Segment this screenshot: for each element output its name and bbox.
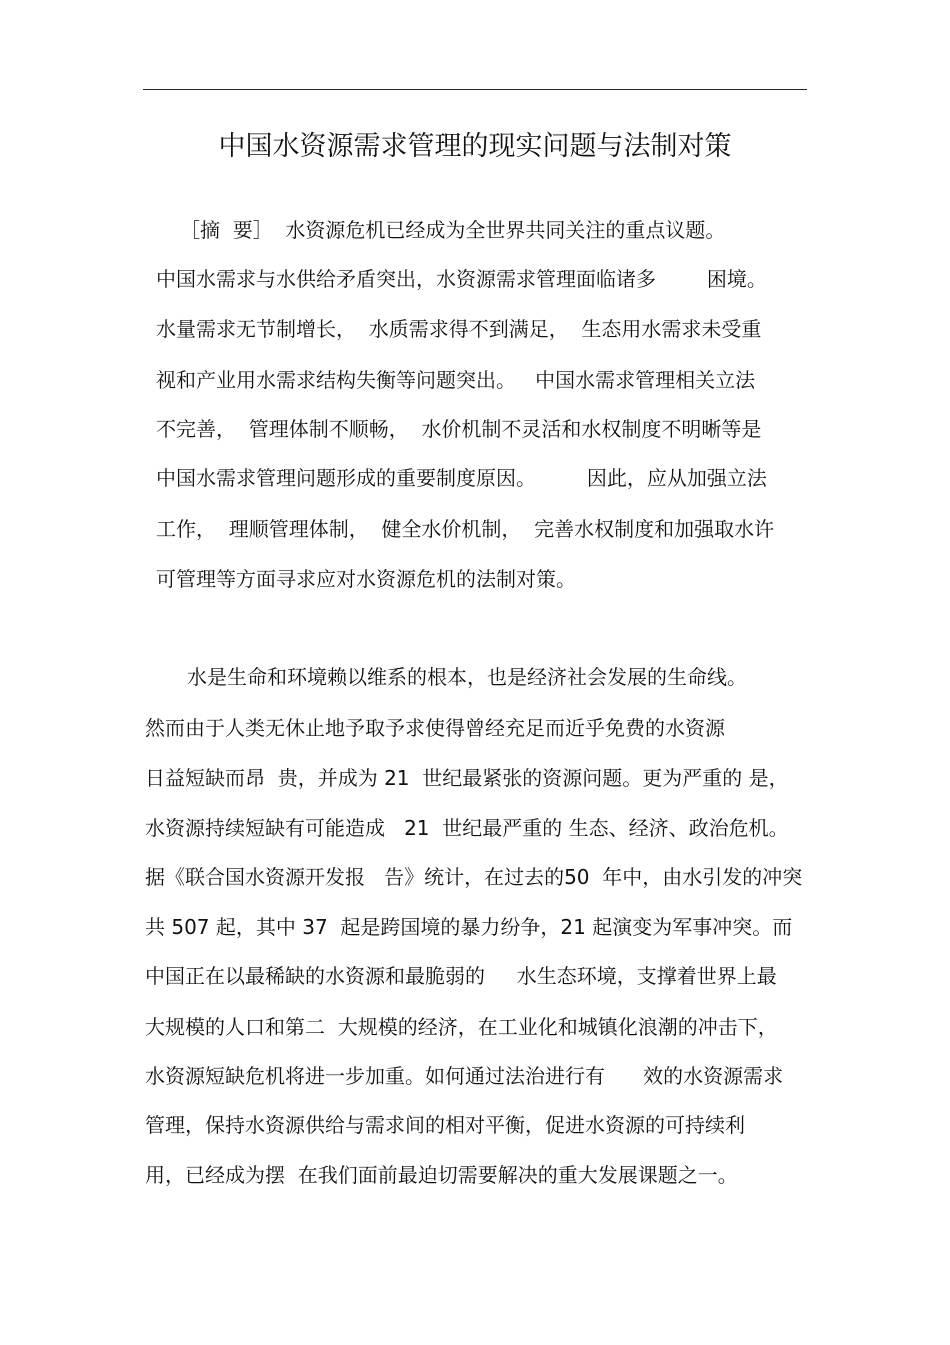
body-line-5: 据《联合国水资源开发报 告》统计，在过去的50 年中，由水引发的冲突 [145,865,803,889]
body-line-1: 水是生命和环境赖以维系的根本，也是经济社会发展的生命线。 [187,665,747,689]
abstract-line-1: ［摘 要］ 水资源危机已经成为全世界共同关注的重点议题。 [180,218,726,242]
body-line-2: 然而由于人类无休止地予取予求使得曾经充足而近乎免费的水资源 [145,716,725,740]
abstract-line-7: 工作， 理顺管理体制， 健全水价机制， 完善水权制度和加强取水许 [156,517,775,541]
body-line-8: 大规模的人口和第二 大规模的经济，在工业化和城镇化浪潮的冲击下， [145,1015,778,1039]
document-title: 中国水资源需求管理的现实问题与法制对策 [218,131,732,162]
header-rule [143,89,807,90]
body-line-10: 管理，保持水资源供给与需求间的相对平衡，促进水资源的可持续利 [145,1113,745,1137]
abstract-line-2: 中国水需求与水供给矛盾突出，水资源需求管理面临诸多 困境。 [156,267,767,291]
abstract-line-5: 不完善， 管理体制不顺畅， 水价机制不灵活和水权制度不明晰等是 [156,417,762,441]
body-line-3: 日益短缺而昂 贵，并成为 21 世纪最紧张的资源问题。更为严重的 是， [145,766,789,790]
body-line-4: 水资源持续短缺有可能造成 21 世纪最严重的 生态、经济、政治危机。 [145,816,789,840]
body-line-11: 用，已经成为摆 在我们面前最迫切需要解决的重大发展课题之一。 [145,1163,738,1187]
body-line-6: 共 507 起，其中 37 起是跨国境的暴力纷争，21 起演变为军事冲突。而 [145,915,793,939]
abstract-line-3: 水量需求无节制增长， 水质需求得不到满足， 生态用水需求未受重 [156,317,762,341]
body-line-7: 中国正在以最稀缺的水资源和最脆弱的 水生态环境，支撑着世界上最 [145,964,777,988]
abstract-line-8: 可管理等方面寻求应对水资源危机的法制对策。 [156,567,576,591]
body-line-9: 水资源短缺危机将进一步加重。如何通过法治进行有 效的水资源需求 [145,1064,784,1088]
abstract-line-6: 中国水需求管理问题形成的重要制度原因。 因此，应从加强立法 [156,466,767,490]
abstract-line-4: 视和产业用水需求结构失衡等问题突出。 中国水需求管理相关立法 [156,368,756,392]
